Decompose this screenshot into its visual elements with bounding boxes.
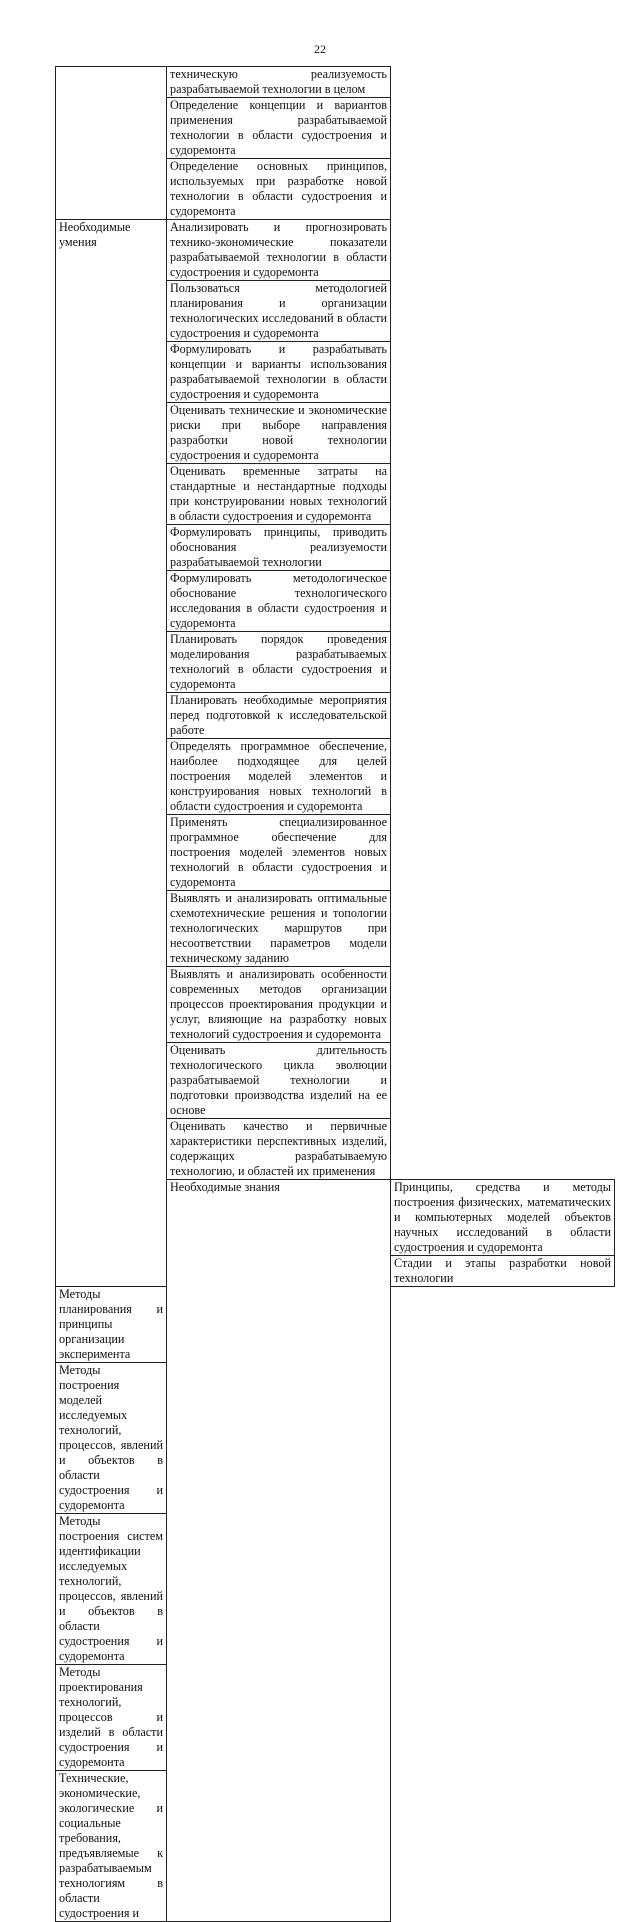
table-cell-text: Определение основных принципов, используемых при разработке новой технологии в области судостроения и судоремонта bbox=[167, 159, 391, 220]
table-cell-text: Определение концепции и вариантов применения разрабатываемой технологии в области судостроения и судоремонта bbox=[167, 98, 391, 159]
table-cell-text: Планировать необходимые мероприятия перед подготовкой к исследовательской работе bbox=[167, 693, 391, 739]
table-cell-text: Формулировать и разрабатывать концепции и варианты использования разрабатываемой технологии в области судостроения и судоремонта bbox=[167, 342, 391, 403]
table-body bbox=[56, 67, 615, 1922]
table-cell-text: Методы проектирования технологий, процессов и изделий в области судостроения и судоремонта bbox=[56, 1665, 167, 1771]
section-label: Необходимые умения bbox=[56, 220, 167, 1287]
table-cell-text: Оценивать длительность технологического цикла эволюции разрабатываемой технологии и подготовки производства изделий на ее основе bbox=[167, 1043, 391, 1119]
table-cell-text: Принципы, средства и методы построения физических, математических и компьютерных моделей объектов научных исследований в области судостроения и судоремонта bbox=[391, 1180, 615, 1256]
table-row bbox=[56, 67, 615, 98]
table-row bbox=[56, 220, 615, 281]
table-cell-text: Применять специализированное программное обеспечение для построения моделей элементов новых технологий в области судостроения и судоремонта bbox=[167, 815, 391, 891]
section-label bbox=[56, 67, 167, 220]
table-cell-text: Технические, экономические, экологические и социальные требования, предъявляемые к разрабатываемым технологиям в области судостроения и bbox=[56, 1771, 167, 1922]
table-cell-text: Методы планирования и принципы организации эксперимента bbox=[56, 1287, 167, 1363]
table-cell-text: Определять программное обеспечение, наиболее подходящее для целей построения моделей элементов и конструирования новых технологий в области судостроения и судоремонта bbox=[167, 739, 391, 815]
table-cell-text: Планировать порядок проведения моделирования разрабатываемых технологий в области судостроения и судоремонта bbox=[167, 632, 391, 693]
section-label: Необходимые знания bbox=[167, 1180, 391, 1922]
table-cell-text: Оценивать временные затраты на стандартные и нестандартные подходы при конструировании новых технологий в области судостроения и судоремонта bbox=[167, 464, 391, 525]
table-cell-text: Анализировать и прогнозировать технико-экономические показатели разрабатываемой технологии в области судостроения и судоремонта bbox=[167, 220, 391, 281]
table-cell-text: Методы построения моделей исследуемых технологий, процессов, явлений и объектов в области судостроения и судоремонта bbox=[56, 1363, 167, 1514]
table-cell-text: Выявлять и анализировать особенности современных методов организации процессов проектирования продукции и услуг, влияющие на разработку новых технологий судостроения и судоремонта bbox=[167, 967, 391, 1043]
table-cell-text: Методы построения систем идентификации исследуемых технологий, процессов, явлений и объектов в области судостроения и судоремонта bbox=[56, 1514, 167, 1665]
table-cell-text: Формулировать принципы, приводить обоснования реализуемости разрабатываемой технологии bbox=[167, 525, 391, 571]
page-number: 22 bbox=[314, 42, 326, 56]
table-cell-text: техническую реализуемость разрабатываемой технологии в целом bbox=[167, 67, 391, 98]
table-cell-text: Пользоваться методологией планирования и организации технологических исследований в области судостроения и судоремонта bbox=[167, 281, 391, 342]
table-cell-text: Оценивать технические и экономические риски при выборе направления разработки новой технологии судостроения и судоремонта bbox=[167, 403, 391, 464]
table-cell-text: Формулировать методологическое обоснование технологического исследования в области судостроения и судоремонта bbox=[167, 571, 391, 632]
table-cell-text: Стадии и этапы разработки новой технологии bbox=[391, 1256, 615, 1287]
competency-table bbox=[55, 66, 615, 1922]
table-cell-text: Оценивать качество и первичные характеристики перспективных изделий, содержащих разрабатываемую технологию, и областей их применения bbox=[167, 1119, 391, 1180]
table-cell-text: Выявлять и анализировать оптимальные схемотехнические решения и топологии технологических маршрутов при несоответствии параметров модели техническому заданию bbox=[167, 891, 391, 967]
